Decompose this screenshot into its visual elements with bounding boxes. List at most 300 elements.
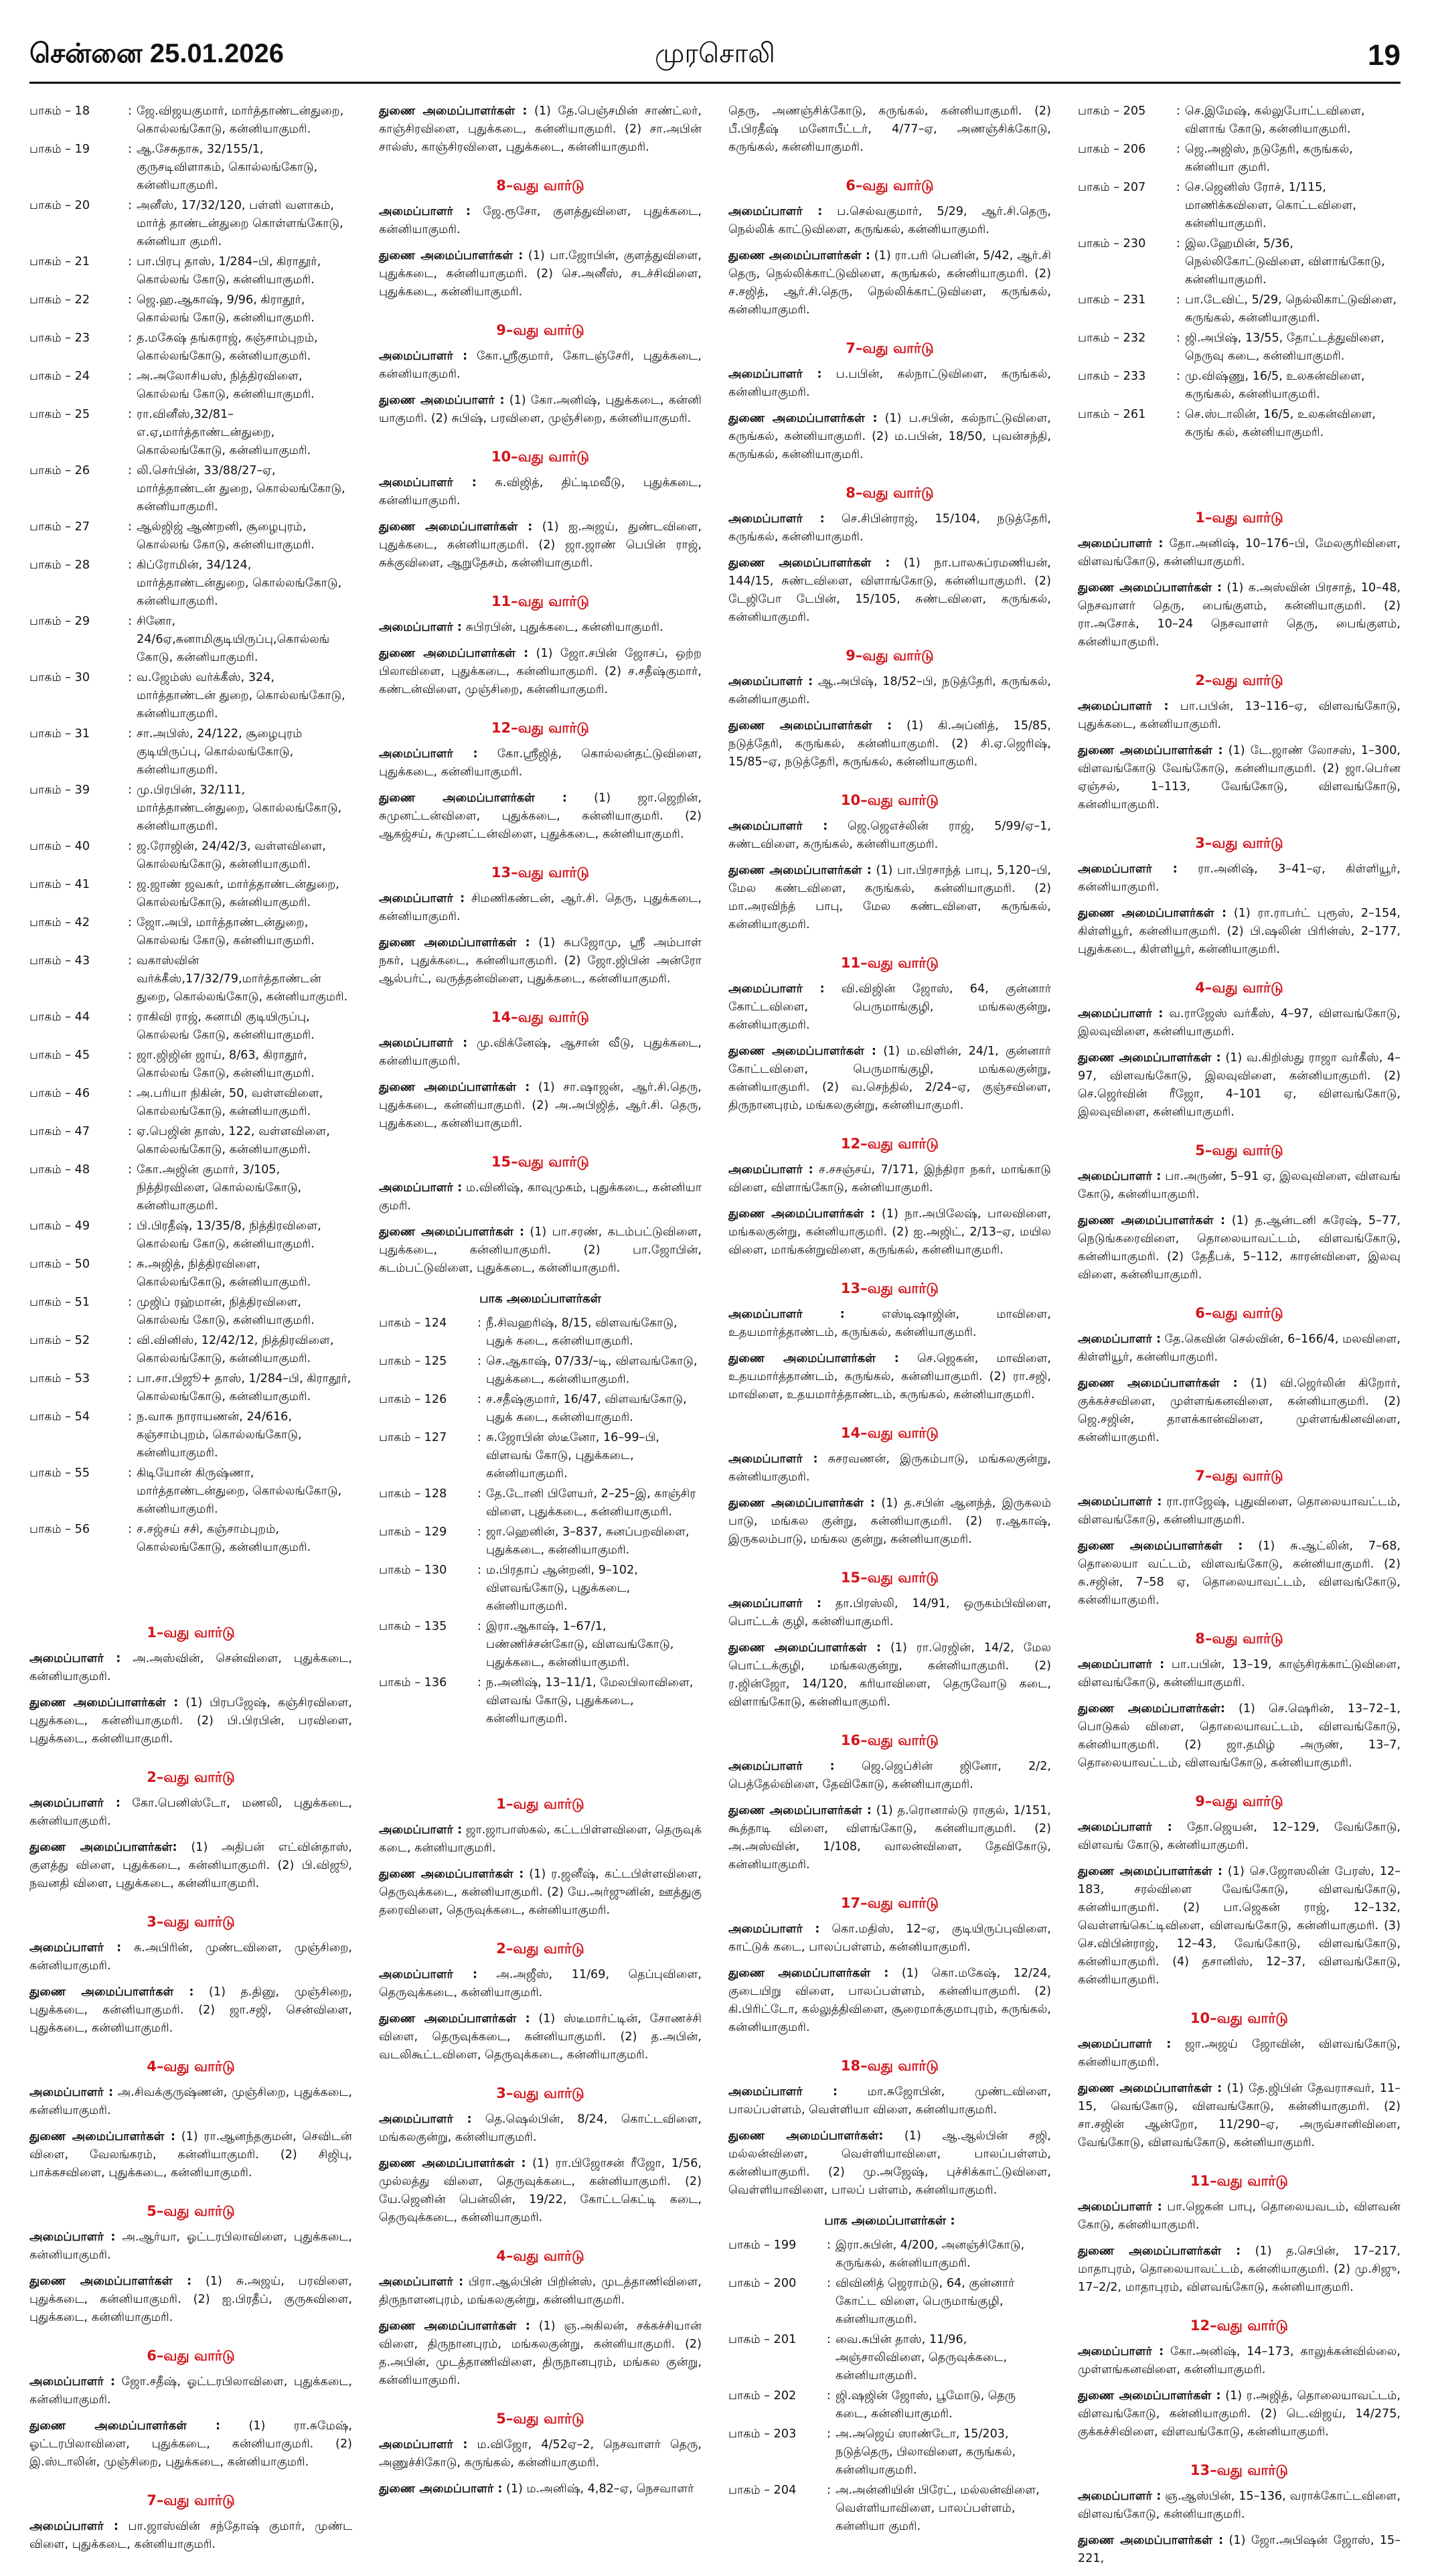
organizer-details: சு.விஜித், திட்டிமவீடு, புதுக்கடை, கன்னியாகுமரி. xyxy=(379,476,702,508)
article-columns xyxy=(29,102,1401,2576)
organizer-details: (1) த.ஆன்டனி சுரேஷ், 5–77, நெடுங்கரைவிளை, தொலையாவட்டம், விளவங்கோடு, கன்னியாகுமரி. (2) தேதீபக், 5–112, காரன்விளை, இலவு விளை, கன்னியாகுமரி. xyxy=(1078,1214,1401,1282)
role-label: அமைப்பாளர் : xyxy=(379,2438,468,2451)
booth-organizer: தே.டோனி பிளேயர், 2–25–இ, காஞ்சிர விளை, புதுக்கடை, கன்னியாகுமரி. xyxy=(486,1487,696,1519)
booth-organizer: மு.பிரபின், 32/111, மார்த்தாண்டன்துறை, கொல்லங்கோடு, கன்னியாகுமரி. xyxy=(137,783,342,833)
booth-entry xyxy=(29,329,352,366)
separator-colon: : xyxy=(477,1620,481,1633)
separator-colon: : xyxy=(128,464,132,477)
organizer-details: (1) டே.ஜாண் லோசஸ், 1–300, விளவங்கோடு வேங்கோடு, கன்னியாகுமரி. (2) ஜா.பெர்ன ஏஞ்சல், 1–113, வேங்கோடு, விளவங்கோடு, கன்னியாகுமரி. xyxy=(1078,744,1401,812)
organizer-details: (1) ரா.ராபர்ட் புரூஸ், 2–154, கிள்ளியூர், கன்னியாகுமரி. (2) பி.ஷலின் பிரின்ஸ், 2–177, புதுக்கடை, கிள்ளியூர், கன்னியாகுமரி. xyxy=(1078,907,1401,956)
organizer-details: (1) ர.ஜனீஷ், கட்டபிள்ளவிளை, தெருவுக்கடை, கன்னியாகுமரி. (2) யே.அர்ஜுனின், ஊத்துகு தரைவிளை, தெருவுக்கடை, கன்னியாகுமரி. xyxy=(379,1868,702,1917)
role-label: அமைப்பாளர் : xyxy=(1078,2200,1162,2214)
organizer-entry xyxy=(379,1179,702,1215)
organizer-details: அ.அஜீஸ், 11/69, தெப்புவிளை, தெருவுக்கடை, கன்னியாகுமரி. xyxy=(379,1968,702,1999)
booth-entry xyxy=(1078,235,1401,289)
booth-entry xyxy=(29,1370,352,1406)
organizer-entry xyxy=(1078,1331,1401,1367)
ward-heading: 6–வது வார்டு xyxy=(1195,1305,1283,1321)
ward-heading: 7–வது வார்டு xyxy=(147,2492,235,2508)
booth-entry xyxy=(1078,329,1401,366)
booth-entry xyxy=(29,914,352,950)
booth-entry xyxy=(29,1085,352,1121)
organizer-details: கோ.ஸ்ரீகுமார், கோடஞ்சேரி, புதுக்கடை, கன்னியாகுமரி. xyxy=(379,350,702,381)
booth-organizer: இரா.ஆகாஷ், 1–67/1, பண்ணிச்சன்கோடு, விளவங்கோடு, புதுக்கடை, கன்னியாகுமரி. xyxy=(486,1620,674,1669)
role-label: துணை அமைப்பாளர்கள் : xyxy=(1078,2534,1224,2547)
booth-entry xyxy=(728,2331,1051,2385)
organizer-entry xyxy=(379,2111,702,2147)
booth-entry xyxy=(29,1408,352,1462)
organizer-details: (1) ப.சபின், கல்நாட்டுவிளை, கருங்கல், கன்னியாகுமரி. (2) ம.பபின், 18/50, புவன்சந்தி, கருங்கல், கன்னியாகுமரி. xyxy=(728,412,1051,461)
role-label: துணை அமைப்பாளர்கள் : xyxy=(379,791,567,805)
role-label: அமைப்பாளர் : xyxy=(29,1797,121,1810)
organizer-entry xyxy=(29,1839,352,1893)
booth-number: பாகம் – 233 xyxy=(1078,370,1146,383)
booth-entry xyxy=(29,368,352,404)
organizer-details: (1) ஜோ.சபின் ஜோசப், ஒற்ற பிலாவிளை, புதுக்கடை, கன்னியாகுமரி. (2) ச.சதீஷ்குமார், கண்டன்விளை, முஞ்சிறை, கன்னியாகுமரி. xyxy=(379,647,702,696)
organizer-entry xyxy=(379,2318,702,2390)
booth-organizer: ச.சதீஷ்குமார், 16/47, விளவங்கோடு, புதுக் கடை, கன்னியாகுமரி. xyxy=(486,1393,687,1424)
organizer-details: பா.ஜாஸ்வின் சந்தோஷ் குமார், முண்ட விளை, புதுக்கடை, கன்னியாகுமரி. xyxy=(29,2520,353,2551)
booth-organizer: ராகிவி ராஜ், சுனாமி குடியிருப்பு, கொல்லங் கோடு, கன்னியாகுமரி. xyxy=(137,1010,315,1042)
organizer-entry xyxy=(379,1223,702,1278)
organizer-details: தெரு, அணஞ்சிக்கோடு, கருங்கல், கன்னியாகுமரி. (2) பீ.பிரதீஷ் மனோபீட்டர், 4/77–ஏ, அணஞ்சிக்கோடு, கருங்கல், கன்னியாகுமரி. xyxy=(728,104,1051,154)
ward-heading: 7–வது வார்டு xyxy=(846,340,934,356)
booth-entry xyxy=(29,669,352,723)
separator-colon: : xyxy=(827,2427,831,2441)
separator-colon: : xyxy=(827,2389,831,2403)
role-label: துணை அமைப்பாளர்கள்: xyxy=(728,2129,884,2143)
organizer-details: சு.அபிரின், முண்டவிளை, முஞ்சிறை, கன்னியாகுமரி. xyxy=(29,1941,352,1973)
role-label: அமைப்பாளர் : xyxy=(1078,700,1169,713)
organizer-details: (1) ம.அனிஷ், 4,82–ஏ, நெசவாளர் xyxy=(505,2482,694,2496)
organizer-entry xyxy=(379,2010,702,2064)
organizer-details: (1) ரா.ஆனந்தகுமன், செவிடன் விளை, வேலங்கரம், கன்னியாகுமரி. (2) சிஜிபு, பாக்கசவிளை, புதுக்கடை, கன்னியாகுமரி. xyxy=(29,2130,352,2180)
organizer-entry xyxy=(379,203,702,239)
booth-organizer: வை.சுபின் தாஸ், 11/96, அஞ்சாலிவிளை, தெருவுக்கடை, கன்னியாகுமரி. xyxy=(836,2333,1008,2382)
booth-entry xyxy=(379,1674,702,1728)
separator-colon: : xyxy=(128,520,132,534)
booth-organizer: ஜ.ஜாண் ஜவகர், மார்த்தாண்டன்துறை, கொல்லங்கோடு, கன்னியாகுமரி. xyxy=(137,878,339,909)
booth-entry xyxy=(29,1521,352,1557)
organizer-entry xyxy=(728,1802,1051,1874)
organizer-details: (1) ஞ.அகிலன், சக்கச்சியான் விளை, திருநானபுரம், மங்கலகுன்று, கன்னியாகுமரி. (2) த.அபின், முடத்தாணிவிளை, திருநானபுரம், மங்கல குன்று, கன்னியாகுமரி. xyxy=(379,2320,702,2387)
separator-colon: : xyxy=(128,1258,132,1271)
ward-heading: 6–வது வார்டு xyxy=(846,177,934,194)
organizer-details: ஞ.ஆஸ்பின், 15–136, வராக்கோட்டவிளை, விளவங்கோடு, கன்னியாகுமரி. xyxy=(1078,2490,1401,2521)
booth-entry xyxy=(379,1314,702,1351)
separator-colon: : xyxy=(128,370,132,383)
organizer-entry xyxy=(728,203,1051,239)
organizer-details: அ.சிவக்குருஷ்ணன், முஞ்சிறை, புதுக்கடை, கன்னியாகுமரி. xyxy=(29,2086,352,2117)
booth-number: பாகம் – 44 xyxy=(29,1010,90,1024)
booth-organizer: ஜே.விஜயகுமார், மார்த்தாண்டன்துறை, கொல்லங்கோடு, கன்னியாகுமரி. xyxy=(137,104,344,136)
role-label: துணை அமைப்பாளர்கள் : xyxy=(728,412,878,425)
booth-entry xyxy=(29,1332,352,1368)
ward-heading: 3–வது வார்டு xyxy=(496,2085,584,2101)
ward-heading: 17–வது வார்டு xyxy=(840,1895,939,1911)
organizer-entry xyxy=(1078,2488,1401,2524)
organizer-entry xyxy=(728,980,1051,1035)
separator-colon: : xyxy=(128,1334,132,1347)
organizer-entry xyxy=(379,2155,702,2227)
organizer-entry xyxy=(1078,905,1401,959)
role-label: துணை அமைப்பாளர்கள் : xyxy=(728,1497,875,1510)
role-label: அமைப்பாளர் : xyxy=(728,205,823,218)
booth-number: பாகம் – 24 xyxy=(29,370,90,383)
organizer-details: (1) நா.பாலசுப்ரமணியன், 144/15, சுண்டவிளை, விளாங்கோடு, கன்னியாகுமரி. (2) டேஜிபோ டேபின், 15/105, சுண்டவிளை, கருங்கல், கன்னியாகுமரி. xyxy=(728,556,1051,624)
separator-colon: : xyxy=(827,2484,831,2497)
organizer-entry xyxy=(728,1350,1051,1404)
organizer-entry xyxy=(29,2518,352,2554)
booth-entry xyxy=(29,876,352,912)
role-label: அமைப்பாளர் : xyxy=(1078,1007,1164,1020)
role-label: அமைப்பாளர் : xyxy=(379,476,477,489)
organizer-details: (1) சு.ஆட்லின், 7–68, தொலையா வட்டம், விளவங்கோடு, கன்னியாகுமரி. (2) சு.சஜின், 7–58 ஏ, தொலையாவட்டம், விளவங்கோடு, கன்னியாகுமரி. xyxy=(1078,1539,1401,1607)
separator-colon: : xyxy=(128,104,132,118)
organizer-details: (1) ரா.பரி பெனின், 5/42, ஆர்.சி தெரு, நெல்லிக்காட்டுவிளை, கருங்கல், கன்னியாகுமரி. (2) ச.சஜித், ஆர்.சி.தெரு, நெல்லிக்காட்டுவிளை, கருங்கல், கன்னியாகுமரி. xyxy=(728,249,1052,317)
ward-heading: 5–வது வார்டு xyxy=(147,2203,235,2219)
organizer-details: (1) பிரபஜேஷ், கஞ்சிரவிளை, புதுக்கடை, கன்னியாகுமரி. (2) பி.பிரபின், பரவிளை, புதுக்கடை, கன்னியாகுமரி. xyxy=(29,1696,352,1746)
booth-organizer: கிப்ரோமின், 34/124, மார்த்தாண்டன்துறை, கொல்லங்கோடு, கன்னியாகுமரி. xyxy=(137,558,342,608)
organizer-details: ஆ.அபிஷ், 18/52–பி, நடுத்தேரி, கருங்கல், கன்னியாகுமரி. xyxy=(728,675,1051,706)
organizer-entry xyxy=(728,1639,1051,1712)
organizer-entry xyxy=(728,1450,1051,1487)
ward-heading: 3–வது வார்டு xyxy=(1195,835,1283,851)
separator-colon: : xyxy=(128,293,132,307)
separator-colon: : xyxy=(128,615,132,628)
separator-colon: : xyxy=(1176,237,1180,250)
organizer-entry xyxy=(29,2128,352,2182)
ward-heading: 2–வது வார்டு xyxy=(1195,672,1283,688)
booth-number: பாகம் – 55 xyxy=(29,1466,90,1480)
booth-number: பாகம் – 129 xyxy=(379,1525,447,1539)
organizer-details: பா.அருண், 5–91 ஏ, இலவுவிளை, விளவங் கோடு, கன்னியாகுமரி. xyxy=(1078,1170,1401,1201)
organizer-entry xyxy=(379,1821,702,1858)
booth-entry xyxy=(728,2482,1051,2536)
organizer-entry xyxy=(728,1920,1051,1957)
booth-entry xyxy=(728,2275,1051,2329)
organizer-entry xyxy=(728,1758,1051,1794)
organizer-entry xyxy=(1078,1168,1401,1204)
ward-heading: 12–வது வார்டு xyxy=(1190,2318,1289,2334)
role-label: அமைப்பாளர் : xyxy=(379,2113,472,2126)
organizer-details: (1) ம.விளின், 24/1, குன்னார் கோட்டவிளை, பெருமாங்குழி, மங்கலகுன்று, கன்னியாகுமரி. (2) வ.செந்தில், 2/24–ஏ, குஞ்சவிளை, திருநானபுரம், மங்கலகுன்று, கன்னியாகுமரி. xyxy=(728,1045,1051,1112)
booth-entry xyxy=(1078,102,1401,139)
organizer-entry xyxy=(728,1161,1051,1197)
booth-organizer: அனீஸ், 17/32/120, பள்ளி வளாகம், மார்த் தாண்டன்துறை கொள்ளங்கோடு, கன்னியா குமரி. xyxy=(137,199,343,248)
organizer-details: ஜோ.சதீஷ், ஓட்டரபிலாவிளை, புதுக்கடை, கன்னியாகுமரி. xyxy=(29,2375,352,2407)
separator-colon: : xyxy=(128,1163,132,1177)
organizer-details: கோ.அனிஷ், 14–173, காலுக்கன்வில்லை, முள்ளங்கனவிளை, கன்னியாகுமரி. xyxy=(1078,2345,1401,2376)
separator-colon: : xyxy=(128,255,132,269)
booth-number: பாகம் – 39 xyxy=(29,783,90,797)
booth-number: பாகம் – 54 xyxy=(29,1410,90,1424)
booth-entry xyxy=(29,197,352,251)
organizer-entry xyxy=(728,2083,1051,2119)
organizer-details: ச.சசஞ்சய், 7/171, இந்திரா நகர், மாங்காடு விளை, விளாங்கோடு, கன்னியாகுமரி. xyxy=(728,1163,1052,1195)
separator-colon: : xyxy=(128,408,132,421)
separator-colon: : xyxy=(128,840,132,853)
organizer-entry xyxy=(728,1306,1051,1342)
separator-colon: : xyxy=(128,671,132,684)
organizer-details: மு.விக்னேஷ், ஆசான் வீடு, புதுக்கடை, கன்னியாகுமரி. xyxy=(379,1037,702,1068)
booth-organizer: ஏ.பெஜின் தாஸ், 122, வள்ளவிளை, கொல்லங்கோடு, கன்னியாகுமரி. xyxy=(137,1125,330,1156)
organizer-details: (1) த.தினு, முஞ்சிறை, புதுக்கடை, கன்னியாகுமரி. (2) ஜா.சஜி, சென்விளை, புதுக்கடை, கன்னியாகுமரி. xyxy=(29,1985,353,2035)
organizer-entry xyxy=(1078,535,1401,571)
organizer-entry xyxy=(29,1694,352,1748)
separator-colon: : xyxy=(128,558,132,572)
booth-number: பாகம் – 135 xyxy=(379,1620,447,1633)
role-label: அமைப்பாளர் : xyxy=(728,1452,818,1466)
booth-number: பாகம் – 201 xyxy=(728,2333,797,2346)
organizer-details: ம.விஜோ, 4/52ஏ–2, நெசவாளர் தெரு, அணுச்சிகோடு, கருங்கல், கன்னியாகுமரி. xyxy=(379,2438,702,2470)
role-label: துணை அமைப்பாளர்கள் : xyxy=(728,1045,876,1058)
organizer-details: (1) ஸ்டீமார்ட்டின், சோணச்சி விளை, தெருவுக்கடை, கன்னியாகுமரி. (2) த.அபின், வடலிகூட்டவிளை, தெருவுக்கடை, கன்னியாகுமரி. xyxy=(379,2012,702,2062)
booth-number: பாகம் – 25 xyxy=(29,408,90,421)
booth-number: பாகம் – 230 xyxy=(1078,237,1146,250)
ward-heading: 16–வது வார்டு xyxy=(840,1732,939,1748)
organizer-entry xyxy=(728,2127,1051,2200)
ward-heading: 13–வது வார்டு xyxy=(491,864,590,881)
separator-colon: : xyxy=(128,1049,132,1062)
booth-organizer: பா.பிரபு தாஸ், 1/284–பி, கிராதூர், கொல்லங் கோடு, கன்னியாகுமரி. xyxy=(137,255,321,287)
organizer-details: (1) சா.ஷாஜன், ஆர்.சி.தெரு, புதுக்கடை, கன்னியாகுமரி. (2) அ.அபிஜித், ஆர்.சி. தெரு, புதுக்கடை, கன்னியாகுமரி. xyxy=(379,1081,702,1130)
booth-number: பாகம் – 29 xyxy=(29,615,90,628)
role-label: அமைப்பாளர் : xyxy=(728,820,828,833)
booth-number: பாகம் – 204 xyxy=(728,2484,797,2497)
role-label: துணை அமைப்பாளர்கள் : xyxy=(379,1225,525,1239)
role-label: அமைப்பாளர் : xyxy=(29,2086,113,2099)
role-label: துணை அமைப்பாளர்கள் : xyxy=(728,719,892,733)
organizer-details: ஜெ.ஜெஎச்லின் ராஜ், 5/99/ஏ–1, சுண்டவிளை, கருங்கல், கன்னியாகுமரி. xyxy=(728,820,1051,851)
role-label: அமைப்பாளர் : xyxy=(29,1941,122,1955)
organizer-details: அ.ஆர்யா, ஓட்டரபிலாவிளை, புதுக்கடை, கன்னியாகுமரி. xyxy=(29,2230,353,2262)
organizer-details: (1) பா.சரண், கடம்பட்டுவிளை, புதுக்கடை, கன்னியாகுமரி. (2) பா.ஜோபின், கடம்பட்டுவிளை, புதுக்கடை, கன்னியாகுமரி. xyxy=(379,1225,702,1275)
separator-colon: : xyxy=(128,1296,132,1309)
ward-heading: 1–வது வார்டு xyxy=(147,1624,235,1641)
booth-organizer: அ.அஜெய் ஸாண்டோ, 15/203, நடுத்தெரு, பிலாவிளை, கருங்கல், கன்னியாகுமரி. xyxy=(836,2427,1016,2477)
organizer-details: பா.பபின், 13–116–ஏ, விளவங்கோடு, புதுக்கடை, கன்னியாகுமரி. xyxy=(1078,700,1401,731)
booth-entry xyxy=(1078,179,1401,233)
organizer-entry xyxy=(379,619,702,637)
booth-entry xyxy=(29,1294,352,1330)
role-label: அமைப்பாளர் : xyxy=(728,368,822,381)
role-label: துணை அமைப்பாளர்கள் : xyxy=(379,520,533,534)
organizer-entry xyxy=(728,1965,1051,2037)
ward-heading: 14–வது வார்டு xyxy=(840,1425,939,1441)
booth-entry xyxy=(29,406,352,460)
ward-heading: 2–வது வார்டு xyxy=(147,1769,235,1785)
booth-entry xyxy=(379,1523,702,1560)
ward-heading: 8–வது வார்டு xyxy=(1195,1631,1283,1647)
organizer-details: தோ.அனிஷ், 10–176–பி, மேலகுரிவிளை, விளவங்கோடு, கன்னியாகுமரி. xyxy=(1078,537,1401,569)
section-subheading: பாக அமைப்பாளர்கள் : xyxy=(824,2214,955,2228)
organizer-entry xyxy=(29,1795,352,1831)
ward-heading: 9–வது வார்டு xyxy=(496,322,584,338)
organizer-entry xyxy=(1078,742,1401,814)
separator-colon: : xyxy=(1176,370,1180,383)
booth-number: பாகம் – 125 xyxy=(379,1355,447,1368)
booth-organizer: ஜோ.அபி, மார்த்தாண்டன்துறை, கொல்லங் கோடு, கன்னியாகுமரி. xyxy=(137,916,315,948)
role-label: அமைப்பாளர் : xyxy=(728,1922,820,1936)
column-3 xyxy=(728,102,1051,2576)
organizer-entry xyxy=(379,934,702,988)
organizer-entry xyxy=(379,1079,702,1133)
role-label: அமைப்பாளர் : xyxy=(1078,1495,1162,1509)
booth-organizer: வகாஸ்வின் வர்க்கீஸ்,17/32/79,மார்த்தாண்டன் துறை, கொல்லங்கோடு, கன்னியாகுமரி. xyxy=(137,954,348,1004)
section-subheading: பாக அமைப்பாளர்கள் xyxy=(479,1292,601,1306)
newspaper-title: முரசொலி xyxy=(655,39,775,68)
booth-number: பாகம் – 31 xyxy=(29,727,90,741)
booth-organizer: கிடியோன் கிருஷ்ணா, மார்த்தாண்டன்துறை, கொல்லங்கோடு, கன்னியாகுமரி. xyxy=(137,1466,342,1516)
separator-colon: : xyxy=(477,1355,481,1368)
booth-number: பாகம் – 127 xyxy=(379,1431,447,1444)
separator-colon: : xyxy=(128,1219,132,1233)
organizer-details: (1) ரா.ரெஜின், 14/2, மேல பொட்டக்குழி, மங்கலகுன்று, கன்னியாகுமரி. (2) ர.ஜின்ஜோ, 14/120, கரியாவிளை, தெருவோடு கடை, விளாங்கோடு, கன்னியாகுமரி. xyxy=(728,1641,1052,1709)
booth-entry xyxy=(379,1618,702,1672)
booth-entry xyxy=(29,781,352,836)
booth-number: பாகம் – 200 xyxy=(728,2277,797,2290)
booth-number: பாகம் – 202 xyxy=(728,2389,797,2403)
booth-entry xyxy=(379,1353,702,1389)
organizer-details: அ.அஸ்வின், சென்விளை, புதுக்கடை, கன்னியாகுமரி. xyxy=(29,1652,352,1683)
booth-organizer: ஜெ.அஜிஸ், நடுதேரி, கருங்கல், கன்னியா குமரி. xyxy=(1185,143,1353,174)
column-2 xyxy=(379,102,702,2576)
ward-heading: 11–வது வார்டு xyxy=(840,955,939,971)
organizer-entry xyxy=(1078,2198,1401,2234)
booth-number: பாகம் – 43 xyxy=(29,954,90,968)
booth-organizer: ஆல்ஜிஜ் ஆண்றனி, சூழைபுரம், கொல்லங் கோடு, கன்னியாகுமரி. xyxy=(137,520,315,552)
separator-colon: : xyxy=(1176,293,1180,307)
organizer-entry xyxy=(1078,2036,1401,2072)
booth-entry xyxy=(29,462,352,516)
organizer-details: சிமணிகண்டன், ஆர்.சி. தெரு, புதுக்கடை, கன்னியாகுமரி. xyxy=(379,892,702,923)
booth-number: பாகம் – 124 xyxy=(379,1316,447,1330)
organizer-entry xyxy=(728,410,1051,464)
role-label: அமைப்பாளர் : xyxy=(1078,2345,1164,2358)
role-label: அமைப்பாளர் : xyxy=(1078,1658,1165,1671)
booth-number: பாகம் – 206 xyxy=(1078,143,1146,156)
role-label: துணை அமைப்பாளர்கள் : xyxy=(1078,2389,1221,2403)
role-label: துணை அமைப்பாளர்கள் : xyxy=(379,1081,530,1094)
role-label: அமைப்பாளர் : xyxy=(1078,1333,1162,1346)
booth-number: பாகம் – 261 xyxy=(1078,408,1146,421)
booth-organizer: வ.ஜேம்ஸ் வர்க்கீஸ், 324, மார்த்தாண்டன் துறை, கொல்லங்கோடு, கன்னியாகுமரி. xyxy=(137,671,345,721)
organizer-entry xyxy=(1078,2080,1401,2152)
booth-entry xyxy=(29,1008,352,1045)
booth-organizer: அ.பரியா நிகின், 50, வள்ளவிளை, கொல்லங்கோடு, கன்னியாகுமரி. xyxy=(137,1087,323,1118)
ward-heading: 8–வது வார்டு xyxy=(846,485,934,501)
role-label: அமைப்பாளர் : xyxy=(379,350,468,363)
organizer-details: செ.சிபின்ராஜ், 15/104, நடுத்தேரி, கருங்கல், கன்னியாகுமரி. xyxy=(728,512,1052,544)
organizer-details: (1) பா.பிரசாந்த் பாபு, 5,120–பி, மேல கண்டவிளை, கருங்கல், கன்னியாகுமரி. (2) மா.அரவிந்த் பாபு, மேல கண்டவிளை, கருங்கல், கன்னியாகுமரி. xyxy=(728,864,1052,931)
organizer-details: (1) ரா.பிஜோசன் ரீஜோ, 1/56, முல்லத்து விளை, தெருவுக்கடை, கன்னியாகுமரி. (2) யே.ஜெனின் பென்லின், 19/22, கோட்டகெட்டி கடை, தெருவுக்கடை, கன்னியாகுமரி. xyxy=(379,2157,702,2224)
organizer-details: ம.வினிஷ், காவுமுகம், புதுக்கடை, கன்னியா குமரி. xyxy=(379,1181,702,1213)
role-label: துணை அமைப்பாளர்கள் : xyxy=(728,1804,872,1817)
organizer-details: கொ.மதிஸ், 12–ஏ, குடியிருப்புவிளை, காட்டுக் கடை, பாலப்பள்ளம், கன்னியாகுமரி. xyxy=(728,1922,1052,1954)
ward-heading: 11–வது வார்டு xyxy=(1190,2173,1289,2189)
ward-heading: 4–வது வார்டு xyxy=(1195,980,1283,996)
ward-heading: 12–வது வார்டு xyxy=(491,720,590,736)
organizer-details: ஜே.ரூசோ, குளத்துவிளை, புதுக்கடை, கன்னியாகுமரி. xyxy=(379,205,702,236)
role-label: துணை அமைப்பாளர்கள் : xyxy=(379,249,524,262)
booth-entry xyxy=(379,1429,702,1483)
separator-colon: : xyxy=(128,1410,132,1424)
ward-heading: 7–வது வார்டு xyxy=(1195,1468,1283,1484)
role-label: துணை அமைப்பாளர்கள் : xyxy=(728,1641,882,1655)
organizer-entry xyxy=(379,745,702,781)
separator-colon: : xyxy=(477,1487,481,1501)
organizer-details: (1) கி.அப்னித், 15/85, நடுத்தேரி, கருங்கல், கன்னியாகுமரி. (2) சி.ஏ.ஜெரிஷ், 15/85–ஏ, நடுத்தேரி, கருங்கல், கன்னியாகுமரி. xyxy=(728,719,1052,769)
booth-number: பாகம் – 30 xyxy=(29,671,90,684)
organizer-details: (1) ஐ.அஜய், துண்டவிளை, புதுக்கடை, கன்னியாகுமரி. (2) ஜா.ஜாண் பெபின் ராஜ், சுக்குவிளை, ஆறுதேசம், கன்னியாகுமரி. xyxy=(379,520,702,570)
organizer-entry xyxy=(379,1966,702,2002)
role-label: அமைப்பாளர் : xyxy=(728,1308,845,1321)
organizer-entry xyxy=(1078,2532,1401,2568)
organizer-entry xyxy=(1078,1700,1401,1772)
booth-entry xyxy=(379,1485,702,1521)
booth-number: பாகம் – 42 xyxy=(29,916,90,929)
booth-organizer: செ.ஆகாஷ், 07/33/–டி, விளவங்கோடு, புதுக்கடை, கன்னியாகுமரி. xyxy=(486,1355,698,1386)
role-label: அமைப்பாளர் : xyxy=(1078,1821,1172,1834)
column-4 xyxy=(1078,102,1401,2576)
booth-entry xyxy=(728,2387,1051,2423)
booth-entry xyxy=(29,518,352,554)
role-label: துணை அமைப்பாளர் : xyxy=(379,2482,503,2496)
role-label: அமைப்பாளர் : xyxy=(728,1760,835,1773)
booth-number: பாகம் – 45 xyxy=(29,1049,90,1062)
organizer-entry xyxy=(379,2436,702,2472)
role-label: துணை அமைப்பாளர்கள் : xyxy=(1078,907,1227,920)
role-label: துணை அமைப்பாளர்கள் : xyxy=(379,647,529,660)
separator-colon: : xyxy=(477,1564,481,1577)
booth-entry xyxy=(29,291,352,327)
role-label: துணை அமைப்பாளர்கள் : xyxy=(1078,1865,1223,1878)
separator-colon: : xyxy=(827,2333,831,2346)
role-label: அமைப்பாளர் : xyxy=(1078,1170,1162,1183)
role-label: அமைப்பாளர் : xyxy=(1078,862,1178,876)
separator-colon: : xyxy=(1176,331,1180,345)
booth-entry xyxy=(1078,368,1401,404)
booth-organizer: இல.ஹேமின், 5/36, நெல்லிகோட்டுவிளை, விளாங்கோடு, கன்னியாகுமரி. xyxy=(1185,237,1385,287)
role-label: துணை அமைப்பாளர்கள் : xyxy=(1078,2082,1222,2095)
ward-heading: 5–வது வார்டு xyxy=(1195,1142,1283,1158)
booth-number: பாகம் – 21 xyxy=(29,255,90,269)
organizer-details: பா.பபின், 13–19, காஞ்சிரக்காட்டுவிளை, விளவங்கோடு, கன்னியாகுமரி. xyxy=(1078,1658,1401,1689)
booth-entry xyxy=(29,613,352,667)
organizer-entry xyxy=(1078,2387,1401,2441)
organizer-entry xyxy=(29,1650,352,1686)
ward-heading: 13–வது வார்டு xyxy=(840,1280,939,1296)
separator-colon: : xyxy=(128,727,132,741)
organizer-entry xyxy=(728,554,1051,627)
booth-organizer: பா.டேவிட், 5/29, நெல்லிகாட்டுவிளை, கருங்கல், கன்னியாகுமரி. xyxy=(1185,293,1397,325)
organizer-details: தா.பிரஸ்லி, 14/91, ஒருகம்பிவிளை, பொட்டக் குழி, கன்னியாகுமரி. xyxy=(728,1597,1051,1628)
ward-heading: 5–வது வார்டு xyxy=(496,2411,584,2427)
booth-entry xyxy=(29,952,352,1006)
role-label: துணை அமைப்பாளர்கள் : xyxy=(1078,1539,1243,1553)
role-label: அமைப்பாளர் : xyxy=(1078,537,1164,550)
booth-organizer: செ.ஜெனிஸ் ரோச், 1/115, மாணிக்கவிளை, கொட்டவிளை, கன்னியாகுமரி. xyxy=(1185,181,1357,230)
ward-heading: 8–வது வார்டு xyxy=(496,177,584,194)
organizer-details: வி.விஜின் ஜோஸ், 64, குன்னார் கோட்டவிளை, பெருமாங்குழி, மங்கலகுன்று, கன்னியாகுமரி. xyxy=(728,982,1052,1032)
role-label: துணை அமைப்பாளர்கள் : xyxy=(1078,744,1223,757)
separator-colon: : xyxy=(827,2239,831,2252)
organizer-details: (1) வ.கிறிஸ்து ராஜா வர்கீஸ், 4–97, விளவங்கோடு, இலவுவிளை, கன்னியாகுமரி. (2) செ.ஜெர்வின் ரீஜோ, 4–101 ஏ, விளவங்கோடு, இலவுவிளை, கன்னியாகுமரி. xyxy=(1078,1051,1401,1119)
booth-number: பாகம் – 53 xyxy=(29,1372,90,1385)
booth-number: பாகம் – 136 xyxy=(379,1676,447,1689)
organizer-entry xyxy=(728,862,1051,934)
